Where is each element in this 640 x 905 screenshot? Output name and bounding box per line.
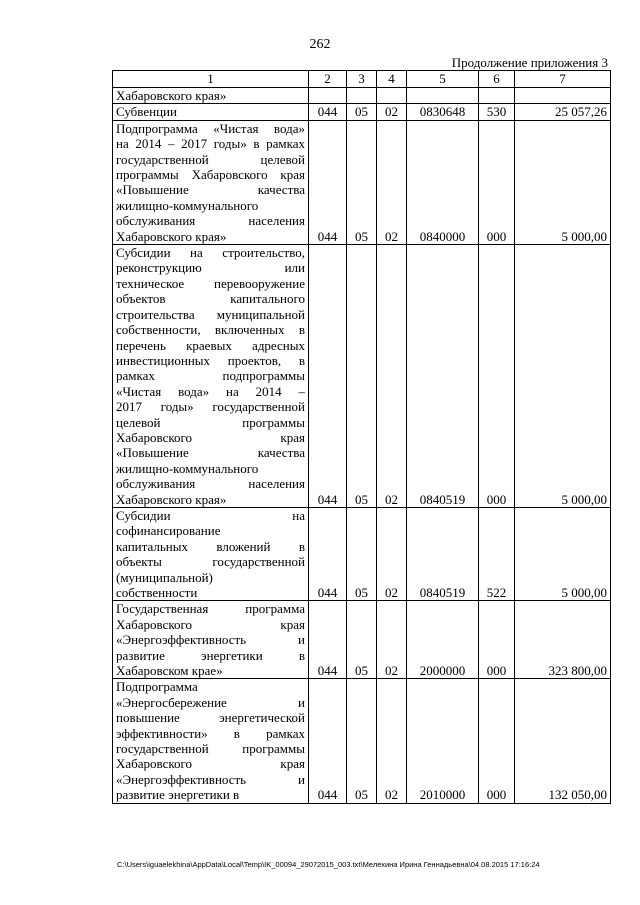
target-article-cell: 0840000 xyxy=(407,120,479,244)
row-name-cell xyxy=(113,507,309,600)
expense-type-cell: 000 xyxy=(479,120,515,244)
section-cell: 05 xyxy=(347,601,377,679)
header-col-7: 7 xyxy=(515,71,611,88)
row-name-line: Субсидии на xyxy=(116,507,305,523)
table-row xyxy=(113,104,611,120)
admin-code-cell: 044 xyxy=(309,120,347,244)
row-name-line: Государственная программа xyxy=(116,601,305,617)
section-cell: 05 xyxy=(347,104,377,120)
header-col-2: 2 xyxy=(309,71,347,88)
expense-type-cell: 000 xyxy=(479,245,515,508)
row-name-line: «Энергоэффективность и xyxy=(116,632,305,648)
row-name-cell xyxy=(113,601,309,679)
row-name-line: повышение энергетической xyxy=(116,710,305,726)
expense-type-cell: 000 xyxy=(479,679,515,803)
admin-code-cell: 044 xyxy=(309,245,347,508)
row-name-line: развитие энергетики в xyxy=(116,647,305,663)
target-article-cell xyxy=(407,88,479,104)
row-name-line: собственности xyxy=(116,585,198,600)
row-name-line: Хабаровском крае» xyxy=(116,663,223,679)
row-name-line: техническое перевооружение xyxy=(116,275,305,291)
row-name-cell xyxy=(113,88,309,104)
section-cell: 05 xyxy=(347,120,377,244)
row-name-line: Хабаровского края» xyxy=(116,228,227,244)
row-name-line: Хабаровского края xyxy=(116,429,305,445)
row-name-line: строительства муниципальной xyxy=(116,306,305,322)
expense-type-cell xyxy=(479,88,515,104)
subsection-cell: 02 xyxy=(377,601,407,679)
budget-table xyxy=(112,70,611,804)
expense-type-cell: 530 xyxy=(479,104,515,120)
row-name-line: обслуживания населения xyxy=(116,476,305,492)
subsection-cell: 02 xyxy=(377,245,407,508)
row-name-line: (муниципальной) xyxy=(116,569,213,585)
row-name-line: реконструкцию или xyxy=(116,260,305,276)
file-path-footer: C:\Users\iguaelekhina\AppData\Local\Temp\IK_00094_29072015_003.txt\Мелехина Ирина Геннадьевна\04.08.2015 17:16:24 xyxy=(117,860,540,869)
row-name-line: Хабаровского края» xyxy=(116,88,227,103)
amount-cell: 25 057,26 xyxy=(515,104,611,120)
row-name-line: Хабаровского края xyxy=(116,616,305,632)
row-name-cell xyxy=(113,120,309,244)
row-name-line: государственной целевой xyxy=(116,151,305,167)
row-name-line: жилищно-коммунального xyxy=(116,197,259,213)
subsection-cell: 02 xyxy=(377,507,407,600)
row-name-line: Субсидии на строительство, xyxy=(116,245,305,261)
row-name-line: эффективности» в рамках xyxy=(116,725,305,741)
row-name-line: Хабаровского края» xyxy=(116,491,227,507)
row-name-line: перечень краевых адресных xyxy=(116,337,305,353)
admin-code-cell: 044 xyxy=(309,507,347,600)
header-col-1: 1 xyxy=(113,71,309,88)
amount-cell: 132 050,00 xyxy=(515,679,611,803)
admin-code-cell: 044 xyxy=(309,104,347,120)
row-name-line: инвестиционных проектов, в xyxy=(116,352,305,368)
header-col-5: 5 xyxy=(407,71,479,88)
row-name-line: собственности, включенных в xyxy=(116,322,305,338)
row-name-line: рамках подпрограммы xyxy=(116,368,305,384)
row-name-line: Субвенции xyxy=(116,104,177,120)
table-row xyxy=(113,245,611,508)
row-name-line: программы Хабаровского края xyxy=(116,167,305,183)
row-name-cell xyxy=(113,679,309,803)
target-article-cell: 2010000 xyxy=(407,679,479,803)
row-name-line: объектов капитального xyxy=(116,291,305,307)
row-name-line: Подпрограмма «Чистая вода» xyxy=(116,120,305,136)
row-name-line: развитие энергетики в xyxy=(116,787,240,803)
table-row xyxy=(113,507,611,600)
amount-cell: 5 000,00 xyxy=(515,245,611,508)
row-name-line: обслуживания населения xyxy=(116,213,305,229)
row-name-line: целевой программы xyxy=(116,414,305,430)
row-name-line: жилищно-коммунального xyxy=(116,460,259,476)
row-name-cell xyxy=(113,104,309,120)
row-name-line: государственной программы xyxy=(116,741,305,757)
row-name-line: объекты государственной xyxy=(116,554,305,570)
row-name-line: «Чистая вода» на 2014 – xyxy=(116,383,305,399)
row-name-line: софинансирование xyxy=(116,523,221,539)
admin-code-cell: 044 xyxy=(309,679,347,803)
subsection-cell: 02 xyxy=(377,104,407,120)
row-name-line: Подпрограмма xyxy=(116,679,198,695)
section-cell: 05 xyxy=(347,507,377,600)
admin-code-cell xyxy=(309,88,347,104)
page-number: 262 xyxy=(309,37,331,52)
header-col-3: 3 xyxy=(347,71,377,88)
row-name-cell xyxy=(113,245,309,508)
row-name-line: «Энергоэффективность и xyxy=(116,771,305,787)
amount-cell: 5 000,00 xyxy=(515,507,611,600)
subsection-cell xyxy=(377,88,407,104)
section-cell: 05 xyxy=(347,679,377,803)
row-name-line: «Повышение качества xyxy=(116,445,305,461)
target-article-cell: 0830648 xyxy=(407,104,479,120)
row-name-line: 2017 годы» государственной xyxy=(116,399,305,415)
table-row xyxy=(113,88,611,104)
header-row xyxy=(113,71,611,88)
header-col-6: 6 xyxy=(479,71,515,88)
table-row xyxy=(113,679,611,803)
amount-cell: 5 000,00 xyxy=(515,120,611,244)
section-cell xyxy=(347,88,377,104)
continuation-note: Продолжение приложения 3 xyxy=(451,55,608,70)
header-col-4: 4 xyxy=(377,71,407,88)
table-row xyxy=(113,601,611,679)
row-name-line: «Энергосбережение и xyxy=(116,694,305,710)
admin-code-cell: 044 xyxy=(309,601,347,679)
target-article-cell: 0840519 xyxy=(407,507,479,600)
amount-cell: 323 800,00 xyxy=(515,601,611,679)
row-name-line: Хабаровского края xyxy=(116,756,305,772)
subsection-cell: 02 xyxy=(377,120,407,244)
row-name-line: капитальных вложений в xyxy=(116,538,305,554)
section-cell: 05 xyxy=(347,245,377,508)
target-article-cell: 2000000 xyxy=(407,601,479,679)
table-row xyxy=(113,120,611,244)
row-name-line: на 2014 – 2017 годы» в рамках xyxy=(116,136,305,152)
target-article-cell: 0840519 xyxy=(407,245,479,508)
expense-type-cell: 000 xyxy=(479,601,515,679)
row-name-line: «Повышение качества xyxy=(116,182,305,198)
subsection-cell: 02 xyxy=(377,679,407,803)
amount-cell xyxy=(515,88,611,104)
expense-type-cell: 522 xyxy=(479,507,515,600)
